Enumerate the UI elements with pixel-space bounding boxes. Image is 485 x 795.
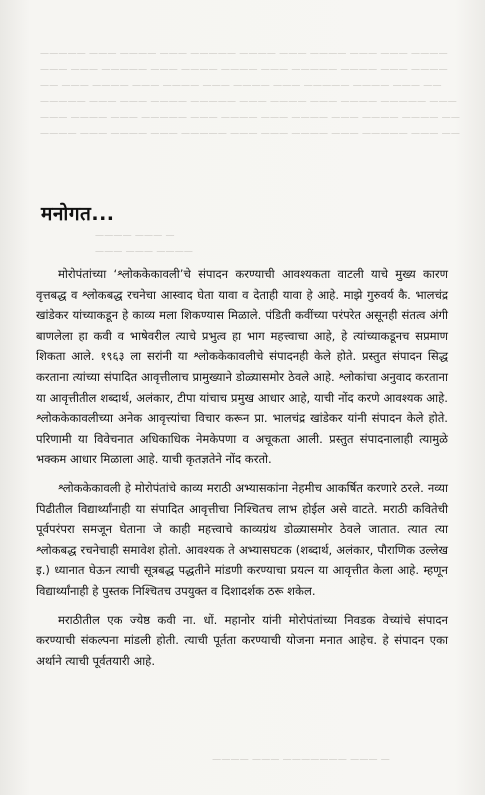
paragraph-3: मराठीतील एक ज्येष्ठ कवी ना. धों. महानोर यांनी मोरोपंतांच्या निवडक वेच्यांचे संपादन करण्याची संकल्पना मांडली होती. त्याची पूर्तता करण्याची योजना मनात आहेच. हे संपादन एका अर्थाने त्याची पूर्वतयारी आहे. xyxy=(36,612,448,668)
body-text xyxy=(36,264,448,679)
show-through-text-bottom: ———— ——— ——————— ——— — xyxy=(212,755,390,765)
show-through-text-mid: ———— ——— — ——— ——— ———— xyxy=(95,231,194,257)
show-through-text-top: ————— ——— ———— ——— ————— ———— ——— ———— ——— ——— ———— ——— ——— ————— ——— ———— ———— ——— ————— ———— ——— ———— —— ——— ———— ——— ———— ——— ———— ——— ————— ———— ——— —— ————— ——— ——— ———— ————— ——— ———— ——— ———— ————— ——— ——— ———— ——— ————— ——— ———— ——— ———— ——— ———— ———— —— ———— ——— ———— ——— ————— ——— ——— ———— ——— ————— ——— —— xyxy=(40,49,460,139)
paragraph-2: श्लोककेकावली हे मोरोपंतांचे काव्य मराठी अभ्यासकांना नेहमीच आकर्षित करणारे ठरले. नव्या पिढीतील विद्यार्थ्यांनाही या संपादित आवृत्तीचा निश्चितच लाभ होईल असे वाटते. मराठी कवितेची पूर्वपरंपरा समजून घेताना जे काही महत्त्वाचे काव्यग्रंथ डोळ्यासमोर ठेवले जातात. त्यात त्या श्लोकबद्ध रचनेचाही समावेश होतो. आवश्यक ते अभ्यासघटक (शब्दार्थ, अलंकार, पौराणिक उल्लेख इ.) ध्यानात घेऊन त्याची सूत्रबद्ध पद्धतीने मांडणी करण्याचा प्रयत्न या आवृत्तीत केला आहे. म्हणून विद्यार्थ्यांनाही हे पुस्तक निश्चितच उपयुक्त व दिशादर्शक ठरू शकेल. xyxy=(36,480,448,598)
paragraph-1: मोरोपंतांच्या ‘श्लोककेकावली’चे संपादन करण्याची आवश्यकता वाटली याचे मुख्य कारण वृत्तबद्ध व श्लोकबद्ध रचनेचा आस्वाद घेता यावा व देताही यावा हे आहे. माझे गुरुवर्य कै. भालचंद्र खांडेकर यांच्याकडून हे काव्य मला शिकण्यास मिळाले. पंडिती कवींच्या परंपरेत असूनही संतत्व अंगी बाणलेला हा कवी व भाषेवरील त्याचे प्रभुत्व हा भाग महत्त्वाचा आहे, हे त्यांच्याकडूनच सप्रमाण शिकता आले. १९६३ ला सरांनी या श्लोककेकावलीचे संपादनही केले होते. प्रस्तुत संपादन सिद्ध करताना त्यांच्या संपादित आवृत्तीलाच प्रामुख्याने डोळ्यासमोर ठेवले आहे. श्लोकांचा अनुवाद करताना या आवृत्तीतील शब्दार्थ, अलंकार, टीपा यांचाच प्रमुख आधार आहे, याची नोंद करणे आवश्यक आहे. श्लोककेकावलीच्या अनेक आवृत्त्यांचा विचार करून प्रा. भालचंद्र खांडेकर यांनी संपादन केले होते. परिणामी या विवेचनात अधिकाधिक नेमकेपणा व अचूकता आली. प्रस्तुत संपादनालाही त्यामुळे भक्कम आधार मिळाला आहे. याची कृतज्ञतेने नोंद करतो. xyxy=(36,267,448,467)
page-title: मनोगत... xyxy=(41,203,115,225)
